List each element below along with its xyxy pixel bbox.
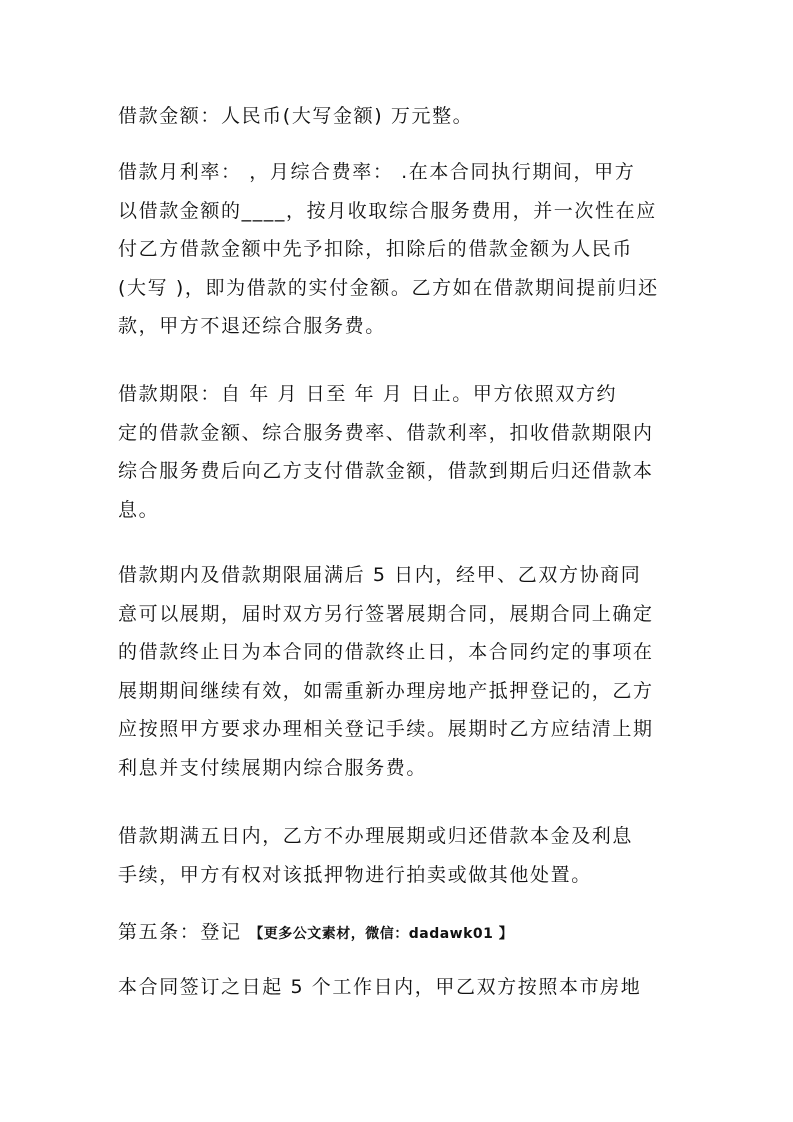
- text-line: 款，甲方不退还综合服务费。: [118, 315, 386, 337]
- text-line: 的借款终止日为本合同的借款终止日，本合同约定的事项在: [118, 641, 654, 663]
- text-line: (大写 )，即为借款的实付金额。乙方如在借款期间提前归还: [118, 276, 659, 299]
- paragraph-default: [118, 817, 678, 894]
- text-line: 息。: [118, 498, 160, 521]
- text-line: 定的借款金额、综合服务费率、借款利率，扣收借款期限内: [118, 421, 654, 444]
- text-line: 借款期满五日内，乙方不办理展期或归还借款本金及利息: [118, 825, 634, 847]
- text-line: 综合服务费后向乙方支付借款金额，借款到期后归还借款本: [118, 460, 654, 482]
- paragraph-monthly-rate: [118, 153, 678, 346]
- paragraph-loan-amount: [118, 97, 678, 136]
- text-line: 本合同签订之日起 5 个工作日内，甲乙双方按照本市房地: [118, 976, 642, 998]
- text-line: 利息并支付续展期内综合服务费。: [118, 756, 428, 779]
- text-line: 手续，甲方有权对该抵押物进行拍卖或做其他处置。: [118, 863, 592, 886]
- paragraph-article-5: [118, 913, 678, 954]
- text-line: 付乙方借款金额中先予扣除，扣除后的借款金额为人民币: [118, 238, 634, 260]
- paragraph-loan-term: [118, 375, 678, 529]
- text-line: 以借款金额的____，按月收取综合服务费用，并一次性在应: [118, 199, 657, 222]
- text-line: 借款期内及借款期限届满后 5 日内，经甲、乙双方协商同: [118, 564, 642, 586]
- paragraph-registration: [118, 968, 678, 1007]
- article-heading-line: [118, 913, 678, 954]
- text-line: 借款月利率： ，月综合费率： .在本合同执行期间，甲方: [118, 161, 636, 183]
- text-line: 意可以展期，届时双方另行签署展期合同，展期合同上确定: [118, 602, 654, 625]
- article-heading: 第五条：登记: [118, 921, 242, 943]
- text-line: 借款金额：人民币(大写金额) 万元整。: [118, 105, 474, 127]
- text-line: 应按照甲方要求办理相关登记手续。展期时乙方应结清上期: [118, 718, 654, 740]
- promo-note: 【更多公文素材，微信：dadawk01 】: [249, 926, 514, 942]
- text-line: 展期期间继续有效，如需重新办理房地产抵押登记的，乙方: [118, 679, 654, 702]
- text-line: 借款期限：自 年 月 日至 年 月 日止。甲方依照双方约: [118, 383, 618, 405]
- paragraph-extension: [118, 556, 678, 787]
